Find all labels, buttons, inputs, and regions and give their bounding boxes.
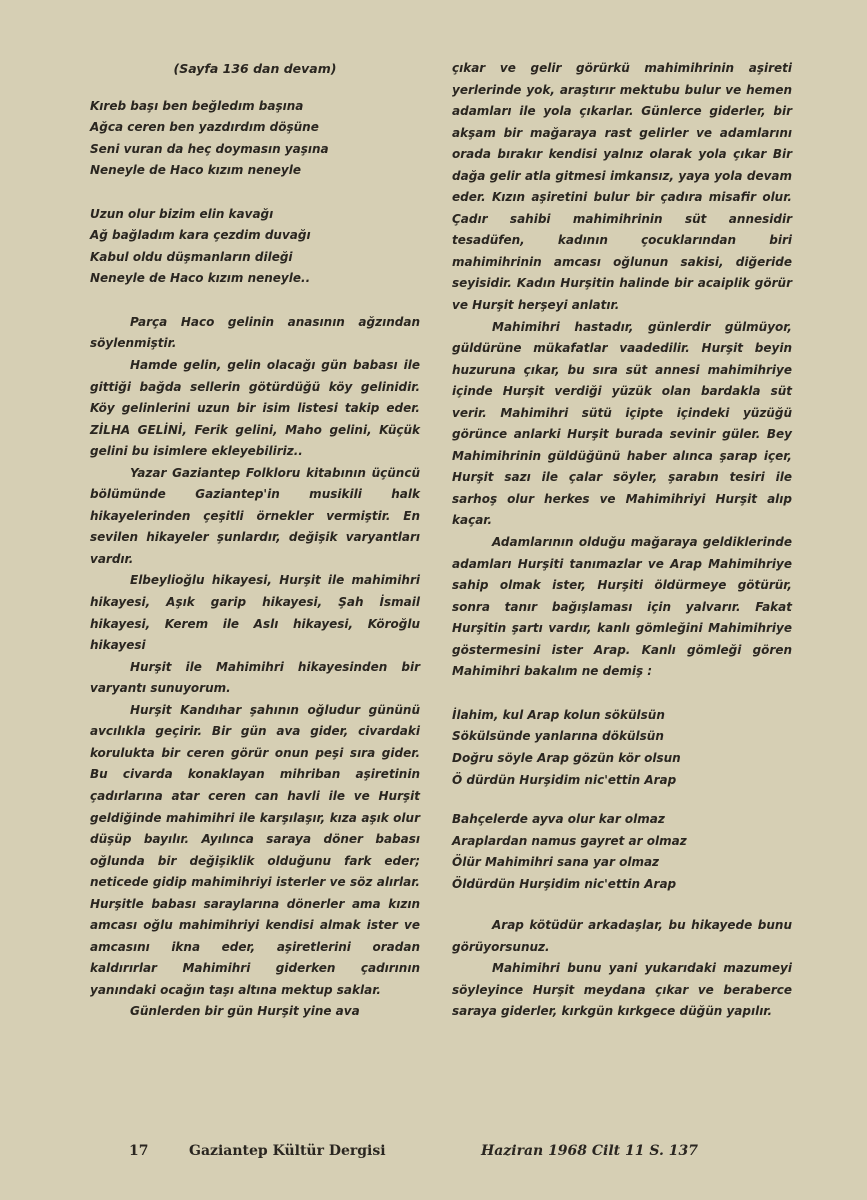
- verse-line: Kıreb başı ben beğledım başına: [90, 98, 304, 113]
- folk-verse-1: [90, 96, 420, 182]
- verse-line: Ağ bağladım kara çezdim duvağı: [90, 228, 311, 243]
- verse-line: Öldürdün Hurşidim nic'ettin Arap: [452, 876, 677, 891]
- verse-line: Ölür Mahimihri sana yar olmaz: [452, 855, 660, 870]
- paragraph: Hamde gelin, gelin olacağı gün babası ile gittiği bağda sellerin götürdüğü köy gelinidir. Köy gelinlerini uzun bir isim listesi takip eder. ZİLHA GELİNİ, Ferik gelini, Maho gelini, Küçük gelini bu isimlere ekleyebiliriz..: [90, 358, 420, 459]
- page-footer: [0, 1143, 867, 1167]
- folk-verse-2: [90, 204, 420, 290]
- verse-line: Seni vuran da heç doymasın yaşına: [90, 141, 329, 156]
- verse-line: Araplardan namus gayret ar olmaz: [452, 833, 687, 848]
- paragraph: Adamlarının olduğu mağaraya geldiklerinde adamları Hurşiti tanımazlar ve Arap Mahimihriye sahip olmak ister, Hurşiti öldürmeye götürür, sonra tanır bağışlaması için yalvarır. Fakat Hurşitin şartı vardır, kanlı gömleğini Mahimihriye göstermesini ister Arap. Kanlı gömleği gören Mahimihri bakalım ne demiş :: [452, 535, 792, 679]
- paragraph: çıkar ve gelir görürkü mahimihrinin aşireti yerlerinde yok, araştırır mektubu bulur ve hemen adamları ile yola çıkarlar. Günlerce giderler, bir akşam bir mağaraya rast gelirler ve adamlarını orada bırakır kendisi yalnız olarak yola çıkar Bir dağa gelir atla gitmesi imkansız, yaya yola devam eder. Kızın aşiretini bulur bir çadıra misafir olur. Çadır sahibi mahimihrinin süt annesidir tesadüfen, kadının çocuklarından biri mahimihrinin amcası oğlunun sakisi, diğeride seyisidir. Kadın Hurşitin halinde bir acaiplik görür ve Hurşit herşeyi anlatır.: [452, 61, 792, 313]
- verse-line: Kabul oldu düşmanların dileği: [90, 249, 293, 264]
- paragraph: Günlerden bir gün Hurşit yine ava: [130, 1004, 360, 1019]
- paragraph: Hurşit ile Mahimihri hikayesinden bir varyantı sunuyorum.: [90, 659, 420, 696]
- paragraph: Mahimihri hastadır, günlerdir gülmüyor, güldürüne mükafatlar vaadedilir. Hurşit beyin huzuruna çıkar, bu sıra süt annesi mahimihriye içinde Hurşit verdiği yüzük olan bardakla süt verir. Mahimihri sütü içipte içindeki yüzüğü görünce anlarki Hurşit burada sevinir güler. Bey Mahimihrinin güldüğünü haber alınca şarap içer, Hurşit sazı ile çalar söyler, şarabın tesiri ile sarhoş olur herkes ve Mahimihriyi Hurşit alıp kaçar.: [452, 319, 792, 528]
- verse-line: Ağca ceren ben yazdırdım döşüne: [90, 120, 319, 135]
- verse-line: Neneyle de Haco kızım neneyle: [90, 163, 302, 178]
- paragraph: Arap kötüdür arkadaşlar, bu hikayede bunu görüyorsunuz.: [452, 918, 792, 954]
- verse-line: Doğru söyle Arap gözün kör olsun: [452, 750, 681, 765]
- paragraph: Hurşit Kandıhar şahının oğludur gününü avcılıkla geçirir. Bir gün ava gider, civardaki korulukta bir ceren görür onun peşi sıra gider. Bu civarda konaklayan mihriban aşiretinin çadırlarına atar ceren can havli ile ve Hurşit geldiğinde mahimihri ile karşılaşır, kıza aşık olur düşüp bayılır. Ayılınca saraya döner babası oğlunda bir değişiklik olduğunu fark eder; neticede gidip mahimihriyi isterler ve söz alırlar. Hurşitle babası saraylarına dönerler ama kızın amcası oğlu mahimihriyi kendisi almak ister ve amcasını ikna eder, aşiretlerini oradan kaldırırlar Mahimihri giderken çadırının yanındaki ocağın taşı altına mektup saklar.: [90, 702, 420, 997]
- verse-line: Bahçelerde ayva olur kar olmaz: [452, 812, 665, 827]
- continuation-header: (Sayfa 136 dan devam): [173, 61, 337, 76]
- right-body-end: [452, 915, 792, 1023]
- poem-1: [452, 705, 792, 791]
- left-body: [90, 312, 420, 1023]
- paragraph: Mahimihri bunu yani yukarıdaki mazumeyi söyleyince Hurşit meydana çıkar ve beraberce saraya giderler, kırkgün kırkgece düğün yapılır.: [452, 961, 792, 1019]
- verse-line: Sökülsünde yanlarına dökülsün: [452, 729, 664, 744]
- paragraph: Parça Haco gelinin anasının ağzından söylenmiştir.: [90, 314, 420, 351]
- right-column: [452, 58, 792, 1023]
- paragraph: Elbeylioğlu hikayesi, Hurşit ile mahimihri hikayesi, Aşık garip hikayesi, Şah İsmail hikayesi, Kerem ile Aslı hikayesi, Köroğlu hikayesi: [90, 573, 420, 653]
- page-number: 17: [129, 1143, 149, 1159]
- poem-2: [452, 809, 792, 895]
- verse-line: Uzun olur bizim elin kavağı: [90, 206, 274, 221]
- verse-line: Neneyle de Haco kızım neneyle..: [90, 271, 311, 286]
- paragraph: Yazar Gaziantep Folkloru kitabının üçüncü bölümünde Gaziantep'in musikili halk hikayelerinden çeşitli örnekler vermiştir. En sevilen hikayeler şunlardır, değişik varyantları vardır.: [90, 465, 420, 566]
- verse-line: İlahim, kul Arap kolun sökülsün: [452, 707, 665, 722]
- journal-title: Gaziantep Kültür Dergisi: [189, 1143, 386, 1159]
- verse-line: Ö dürdün Hurşidim nic'ettin Arap: [452, 772, 677, 787]
- left-column: [90, 58, 420, 1023]
- issue-info: Haziran 1968 Cilt 11 S. 137: [481, 1143, 698, 1159]
